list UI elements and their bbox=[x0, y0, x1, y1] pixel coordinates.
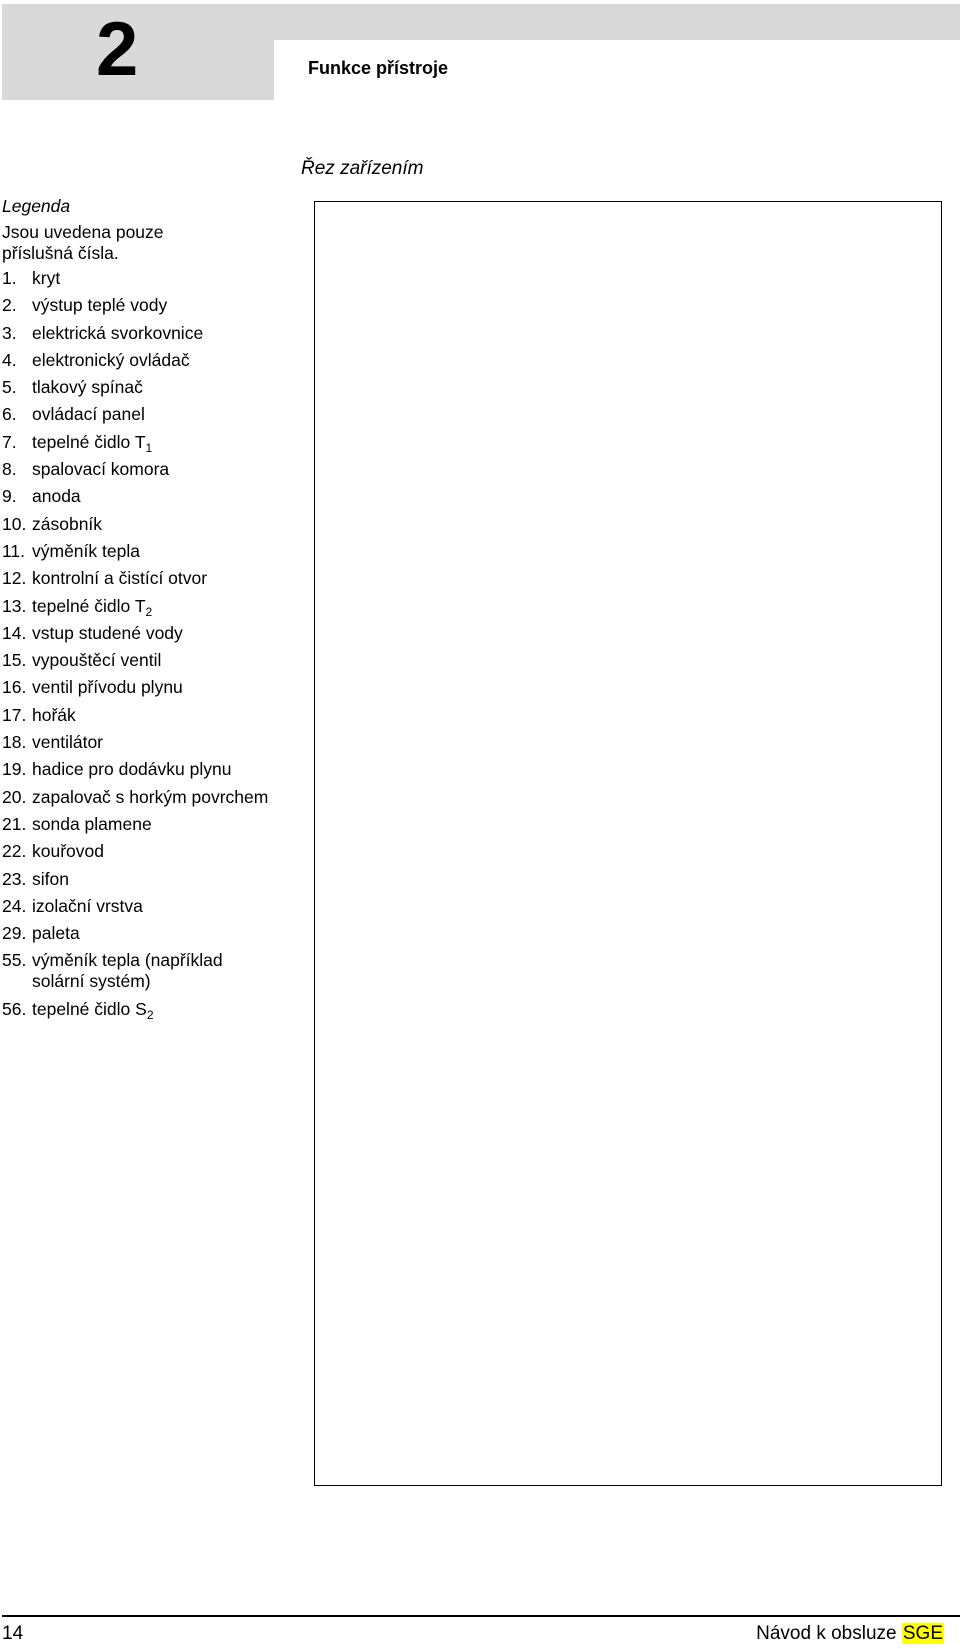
legend-item-text bbox=[32, 514, 298, 535]
legend-item bbox=[2, 432, 298, 453]
legend-item-number: 2. bbox=[2, 295, 17, 316]
legend-item-subscript: 1 bbox=[145, 440, 153, 455]
footer-text bbox=[756, 1622, 944, 1646]
figure-frame bbox=[314, 201, 942, 1486]
legend bbox=[2, 192, 298, 1026]
legend-item bbox=[2, 377, 298, 398]
legend-item-label: anoda bbox=[32, 486, 81, 507]
legend-item-text bbox=[32, 787, 298, 808]
legend-item-label: tepelné čidlo T bbox=[32, 431, 146, 452]
legend-item-label: sifon bbox=[32, 868, 69, 889]
legend-item-label: spalovací komora bbox=[32, 459, 170, 480]
legend-item-text bbox=[32, 404, 298, 425]
legend-item-label: hadice pro dodávku plynu bbox=[32, 759, 232, 780]
legend-item bbox=[2, 950, 298, 992]
legend-item-number: 17. bbox=[2, 704, 27, 725]
legend-item-label: tepelné čidlo T bbox=[32, 595, 146, 616]
legend-item-text bbox=[32, 732, 298, 753]
legend-item-number: 13. bbox=[2, 595, 27, 616]
legend-item bbox=[2, 869, 298, 890]
legend-item-text bbox=[32, 923, 298, 944]
legend-item-number: 20. bbox=[2, 786, 27, 807]
legend-item-number: 9. bbox=[2, 486, 17, 507]
legend-item-number: 21. bbox=[2, 813, 27, 834]
legend-item-text bbox=[32, 623, 298, 644]
legend-item bbox=[2, 814, 298, 835]
legend-item-label: kouřovod bbox=[32, 841, 104, 862]
legend-item bbox=[2, 459, 298, 480]
legend-item-label: izolační vrstva bbox=[32, 895, 143, 916]
legend-item bbox=[2, 896, 298, 917]
legend-item-label: kontrolní a čistící otvor bbox=[32, 568, 208, 589]
legend-item bbox=[2, 568, 298, 589]
legend-item-number: 15. bbox=[2, 650, 27, 671]
legend-item-number: 23. bbox=[2, 868, 27, 889]
legend-item-number: 16. bbox=[2, 677, 27, 698]
legend-item-number: 19. bbox=[2, 759, 27, 780]
legend-item-text bbox=[32, 759, 298, 780]
legend-item-label: výměník tepla (například solární systém) bbox=[32, 950, 223, 992]
legend-item-text bbox=[32, 999, 298, 1020]
legend-item bbox=[2, 841, 298, 862]
legend-item-text bbox=[32, 814, 298, 835]
legend-item-label: výstup teplé vody bbox=[32, 295, 168, 316]
legend-item bbox=[2, 596, 298, 617]
legend-item-text bbox=[32, 705, 298, 726]
legend-item bbox=[2, 541, 298, 562]
legend-item-text bbox=[32, 950, 298, 992]
legend-item bbox=[2, 514, 298, 535]
legend-item-label: sonda plamene bbox=[32, 813, 152, 834]
legend-item-label: zásobník bbox=[32, 513, 103, 534]
figure-title: Řez zařízením bbox=[301, 158, 424, 179]
legend-item-number: 5. bbox=[2, 377, 17, 398]
legend-item-label: ventil přívodu plynu bbox=[32, 677, 183, 698]
legend-item-label: výměník tepla bbox=[32, 540, 140, 561]
legend-item bbox=[2, 705, 298, 726]
chapter-number: 2 bbox=[96, 7, 139, 92]
legend-item-number: 24. bbox=[2, 895, 27, 916]
legend-item-text bbox=[32, 869, 298, 890]
legend-item-text bbox=[32, 677, 298, 698]
brand-name: SGE bbox=[902, 1623, 943, 1644]
legend-item-text bbox=[32, 323, 298, 344]
legend-item-label: elektrická svorkovnice bbox=[32, 322, 204, 343]
legend-item-number: 11. bbox=[2, 540, 26, 561]
legend-item-text bbox=[32, 650, 298, 671]
header-band-right bbox=[274, 4, 960, 40]
legend-item-text bbox=[32, 486, 298, 507]
footer-rule bbox=[2, 1615, 960, 1617]
legend-item-text bbox=[32, 377, 298, 398]
legend-item-label: vstup studené vody bbox=[32, 622, 183, 643]
legend-item bbox=[2, 759, 298, 780]
legend-item-label: vypouštěcí ventil bbox=[32, 650, 162, 671]
legend-item bbox=[2, 787, 298, 808]
legend-item-number: 8. bbox=[2, 459, 17, 480]
legend-list bbox=[2, 268, 298, 1020]
legend-item-number: 22. bbox=[2, 841, 27, 862]
legend-item-text bbox=[32, 432, 298, 453]
legend-item-text bbox=[32, 841, 298, 862]
legend-item-label: ovládací panel bbox=[32, 404, 145, 425]
legend-item bbox=[2, 677, 298, 698]
legend-title: Legenda bbox=[2, 196, 71, 216]
legend-item bbox=[2, 323, 298, 344]
legend-item-number: 29. bbox=[2, 923, 27, 944]
legend-item-text bbox=[32, 459, 298, 480]
legend-item-number: 4. bbox=[2, 349, 17, 370]
legend-item bbox=[2, 732, 298, 753]
legend-item bbox=[2, 295, 298, 316]
legend-item-number: 18. bbox=[2, 732, 27, 753]
legend-item-number: 14. bbox=[2, 622, 27, 643]
legend-item-number: 56. bbox=[2, 998, 27, 1019]
legend-item-label: zapalovač s horkým povrchem bbox=[32, 786, 269, 807]
legend-item-text bbox=[32, 568, 298, 589]
legend-item-number: 7. bbox=[2, 431, 17, 452]
legend-item-label: elektronický ovládač bbox=[32, 349, 190, 370]
legend-item bbox=[2, 404, 298, 425]
legend-item-subscript: 2 bbox=[146, 1007, 154, 1022]
legend-item-label: kryt bbox=[32, 268, 61, 288]
legend-item bbox=[2, 486, 298, 507]
legend-item-number: 3. bbox=[2, 322, 17, 343]
legend-item-text bbox=[32, 596, 298, 617]
legend-item-label: paleta bbox=[32, 923, 80, 944]
legend-item-text bbox=[32, 268, 298, 289]
legend-item-label: ventilátor bbox=[32, 732, 104, 753]
legend-item bbox=[2, 999, 298, 1020]
legend-item-text bbox=[32, 295, 298, 316]
legend-item-text bbox=[32, 896, 298, 917]
legend-item bbox=[2, 623, 298, 644]
page-number: 14 bbox=[2, 1623, 24, 1644]
legend-item-label: tlakový spínač bbox=[32, 377, 143, 398]
legend-item-number: 12. bbox=[2, 568, 27, 589]
legend-item bbox=[2, 268, 298, 289]
legend-item-label: hořák bbox=[32, 704, 76, 725]
legend-note: Jsou uvedena pouze příslušná čísla. bbox=[2, 222, 164, 263]
legend-item-number: 10. bbox=[2, 513, 27, 534]
chapter-title: Funkce přístroje bbox=[308, 58, 449, 78]
legend-item-number: 6. bbox=[2, 404, 17, 425]
legend-item bbox=[2, 650, 298, 671]
legend-item-number: 1. bbox=[2, 268, 17, 288]
legend-item-subscript: 2 bbox=[145, 604, 153, 619]
legend-item-number: 55. bbox=[2, 950, 27, 971]
legend-item-label: tepelné čidlo S bbox=[32, 998, 147, 1019]
legend-item-text bbox=[32, 350, 298, 371]
manual-label: Návod k obsluze bbox=[756, 1623, 897, 1644]
legend-item bbox=[2, 350, 298, 371]
legend-item-text bbox=[32, 541, 298, 562]
legend-item bbox=[2, 923, 298, 944]
